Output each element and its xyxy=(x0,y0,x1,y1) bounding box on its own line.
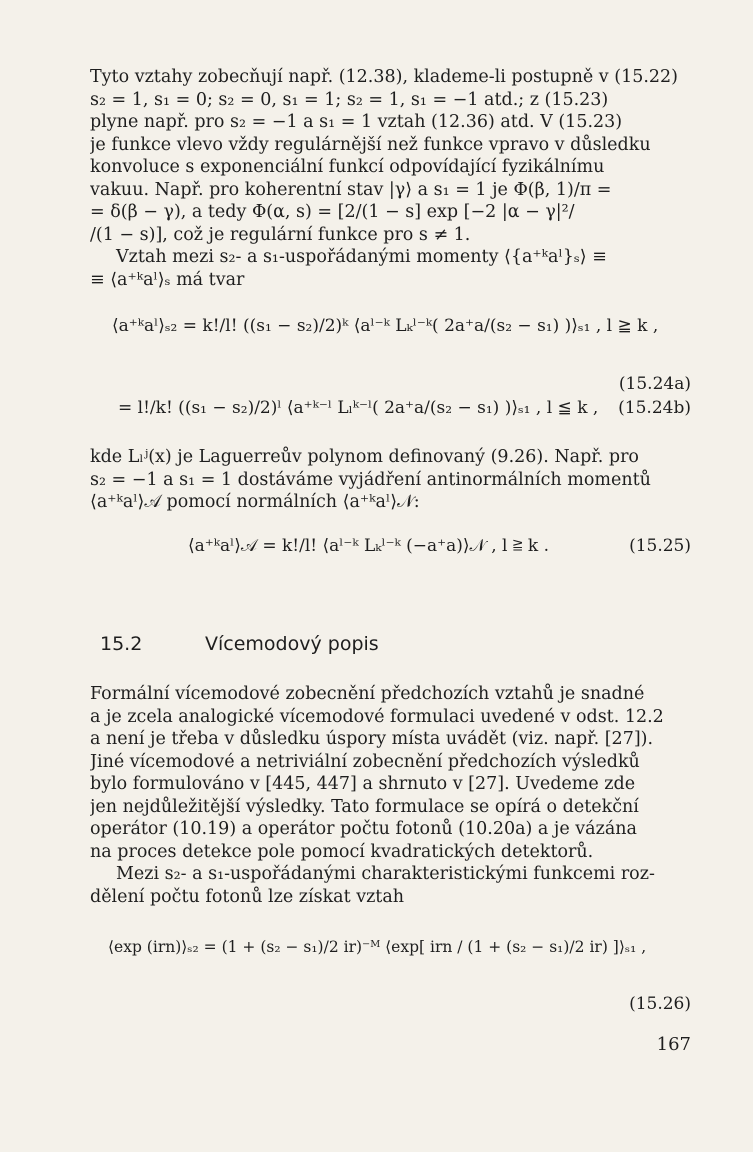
text-line: Formální vícemodové zobecnění předchozích vztahů je snadné xyxy=(90,684,645,704)
equation-label-15-26: (15.26) xyxy=(629,994,691,1014)
text-line: plyne např. pro s₂ = −1 a s₁ = 1 vztah (12.36) atd. V (15.23) xyxy=(90,112,623,132)
equation-15-24b xyxy=(118,398,598,418)
section-title: Vícemodový popis xyxy=(205,633,379,655)
text-line: bylo formulováno v [445, 447] a shrnuto v [27]. Uvedeme zde xyxy=(90,774,636,794)
text-line: = δ(β − γ), a tedy Φ(α, s) = [2/(1 − s] exp [−2 |α − γ|²/ xyxy=(90,202,575,222)
text-line: Jiné vícemodové a netriviální zobecnění předchozích výsledků xyxy=(90,751,640,772)
text-line: konvoluce s exponenciální funkcí odpovídající fyzikálnímu xyxy=(90,157,605,177)
page-number: 167 xyxy=(656,1034,691,1055)
equation-15-25 xyxy=(188,536,549,556)
equation-15-24a xyxy=(112,316,658,336)
paragraph-1 xyxy=(90,66,690,246)
text-line: a není je třeba v důsledku úspory místa uvádět (viz. např. [27]). xyxy=(90,729,654,749)
text-line: ⟨a⁺ᵏaˡ⟩𝒜 pomocí normálních ⟨a⁺ᵏaˡ⟩𝒩: xyxy=(90,492,420,512)
paragraph-2 xyxy=(90,246,690,291)
equation-formula: ⟨a⁺ᵏaˡ⟩ₛ₂ = k!/l! ((s₁ − s₂)/2)ᵏ ⟨aˡ⁻ᵏ Lₖˡ⁻ᵏ( 2a⁺a/(s₂ − s₁) )⟩ₛ₁ , l ≧ k , xyxy=(112,316,659,336)
text-line: ≡ ⟨a⁺ᵏaˡ⟩ₛ má tvar xyxy=(90,269,245,290)
section-heading xyxy=(100,633,379,655)
text-line: Mezi s₂- a s₁-uspořádanými charakteristickými funkcemi roz- xyxy=(116,864,655,884)
equation-formula: ⟨exp (irn)⟩ₛ₂ = (1 + (s₂ − s₁)/2 ir)⁻ᴹ ⟨exp[ irn / (1 + (s₂ − s₁)/2 ir) ]⟩ₛ₁ , xyxy=(108,938,647,956)
equation-formula: = l!/k! ((s₁ − s₂)/2)ˡ ⟨a⁺ᵏ⁻ˡ Lₗᵏ⁻ˡ( 2a⁺a/(s₂ − s₁) )⟩ₛ₁ , l ≦ k , xyxy=(118,398,599,418)
paragraph-4 xyxy=(90,683,690,863)
equation-label-15-24a: (15.24a) xyxy=(618,374,691,394)
text-line: s₂ = 1, s₁ = 0; s₂ = 0, s₁ = 1; s₂ = 1, s₁ = −1 atd.; z (15.23) xyxy=(90,89,609,110)
text-line: dělení počtu fotonů lze získat vztah xyxy=(90,886,405,907)
text-line: s₂ = −1 a s₁ = 1 dostáváme vyjádření antinormálních momentů xyxy=(90,469,651,490)
equation-label-15-25: (15.25) xyxy=(629,536,691,556)
text-line: na proces detekce pole pomocí kvadratických detektorů. xyxy=(90,841,594,862)
text-line: jen nejdůležitější výsledky. Tato formulace se opírá o detekční xyxy=(90,796,639,817)
paragraph-3 xyxy=(90,446,690,514)
text-line: operátor (10.19) a operátor počtu fotonů (10.20a) a je vázána xyxy=(90,819,637,839)
equation-label-15-24b: (15.24b) xyxy=(618,398,691,418)
text-line: Tyto vztahy zobecňují např. (12.38), klademe-li postupně v (15.22) xyxy=(90,67,679,87)
paragraph-5 xyxy=(90,863,690,908)
text-line: Vztah mezi s₂- a s₁-uspořádanými momenty ⟨{a⁺ᵏaˡ}ₛ⟩ ≡ xyxy=(116,247,607,267)
text-line: kde Lₗʲ(x) je Laguerreův polynom definovaný (9.26). Např. pro xyxy=(90,447,639,467)
text-line: /(1 − s)], což je regulární funkce pro s ≠ 1. xyxy=(90,224,471,245)
text-line: je funkce vlevo vždy regulárnější než funkce vpravo v důsledku xyxy=(90,134,651,155)
text-line: vakuu. Např. pro koherentní stav |γ⟩ a s₁ = 1 je Φ(β, 1)/π = xyxy=(90,179,612,200)
section-number: 15.2 xyxy=(100,633,143,655)
text-line: a je zcela analogické vícemodové formulaci uvedené v odst. 12.2 xyxy=(90,706,664,727)
equation-15-26 xyxy=(108,938,646,956)
equation-formula: ⟨a⁺ᵏaˡ⟩𝒜 = k!/l! ⟨aˡ⁻ᵏ Lₖˡ⁻ᵏ (−a⁺a)⟩𝒩 , l ≧ k . xyxy=(188,536,549,556)
